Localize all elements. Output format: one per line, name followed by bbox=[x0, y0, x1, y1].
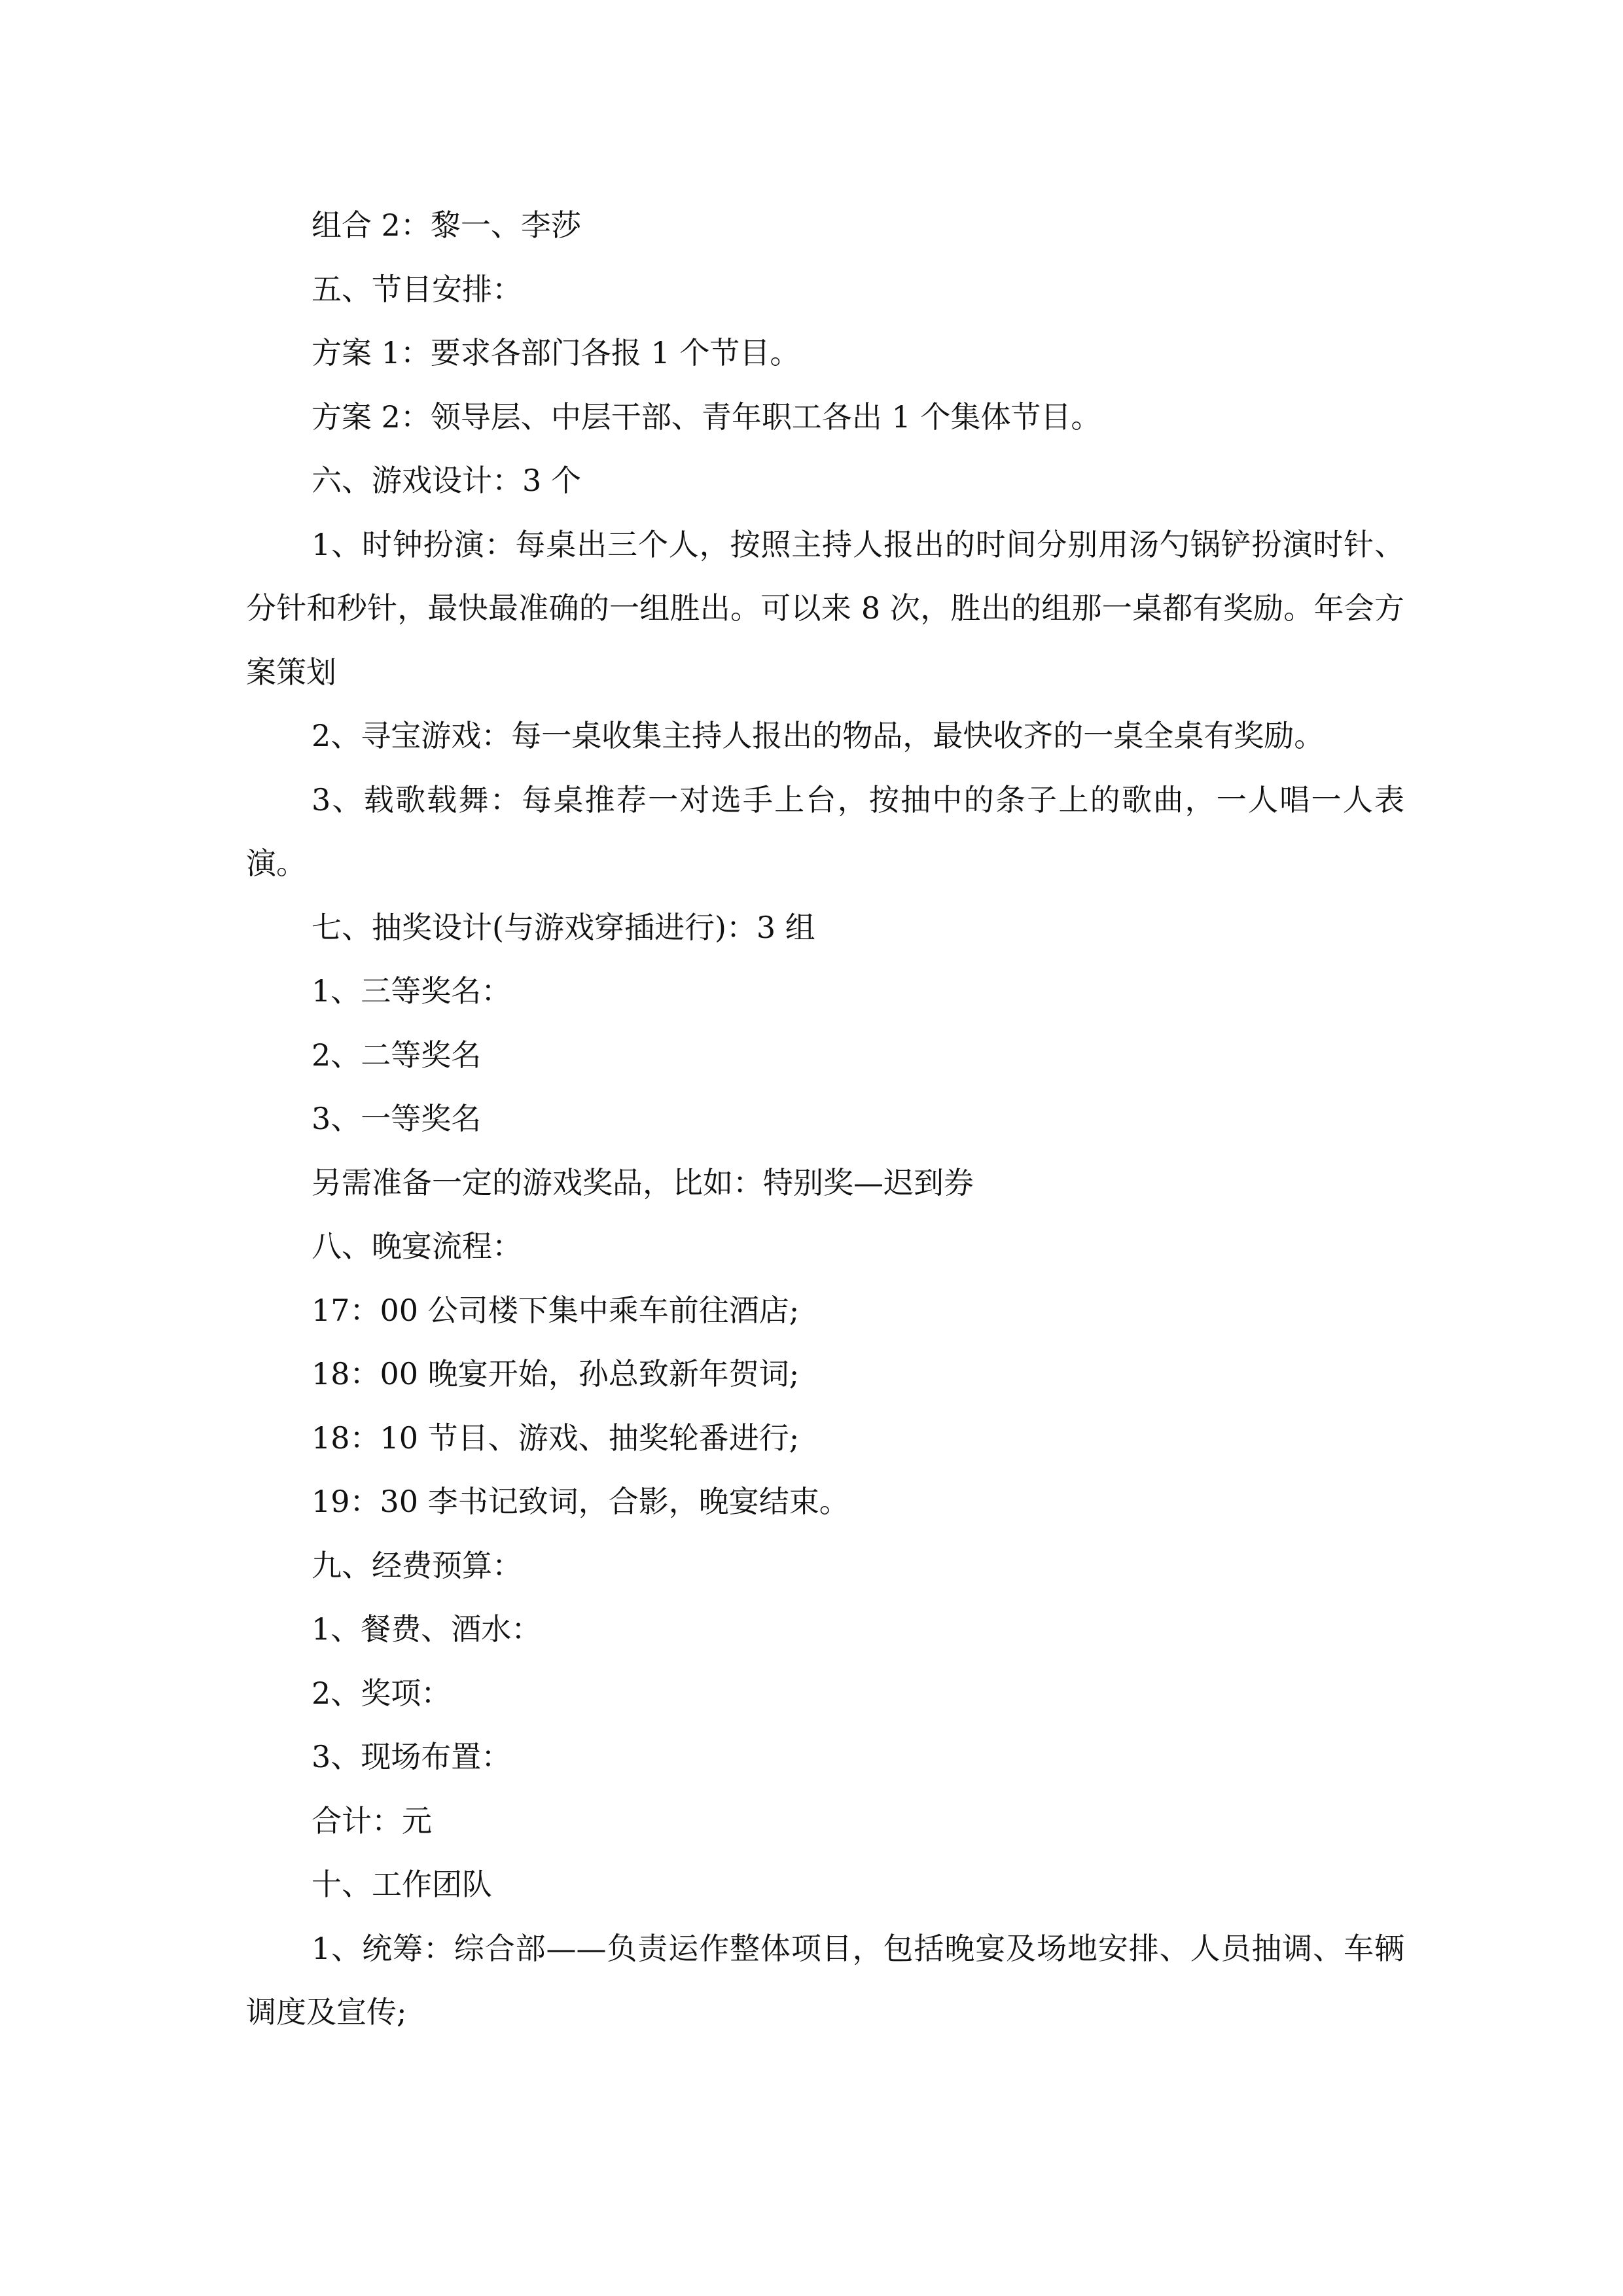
document-body bbox=[246, 194, 1404, 2045]
heading-lottery-design: 七、抽奖设计(与游戏穿插进行)：3 组 bbox=[312, 909, 815, 945]
paragraph-second-prize: 2、二等奖名 bbox=[312, 1037, 482, 1073]
heading-work-team: 十、工作团队 bbox=[312, 1867, 492, 1902]
budget-item-venue: 3、现场布置： bbox=[312, 1739, 512, 1774]
paragraph-third-prize: 1、三等奖名： bbox=[312, 973, 512, 1009]
heading-banquet-flow: 八、晚宴流程： bbox=[312, 1229, 522, 1264]
paragraph-game-treasure: 2、寻宝游戏：每一桌收集主持人报出的物品，最快收齐的一桌全桌有奖励。 bbox=[312, 718, 1325, 753]
heading-program-arrangement: 五、节目安排： bbox=[312, 271, 522, 307]
budget-total: 合计：元 bbox=[312, 1803, 432, 1839]
schedule-item-1700: 17：00 公司楼下集中乘车前往酒店; bbox=[312, 1292, 800, 1328]
schedule-item-1800: 18：00 晚宴开始，孙总致新年贺词; bbox=[312, 1356, 800, 1391]
paragraph-extra-prizes: 另需准备一定的游戏奖品，比如：特别奖—迟到券 bbox=[312, 1164, 974, 1200]
schedule-item-1930: 19：30 李书记致词，合影，晚宴结束。 bbox=[312, 1484, 849, 1519]
paragraph-first-prize: 3、一等奖名 bbox=[312, 1101, 482, 1136]
paragraph-game-clock: 1、时钟扮演：每桌出三个人，按照主持人报出的时间分别用汤勺锅铲扮演时针、分针和秒针，最快最准确的一组胜出。可以来 8 次，胜出的组那一桌都有奖励。年会方案策划 bbox=[246, 526, 1404, 690]
paragraph-game-sing-dance: 3、载歌载舞：每桌推荐一对选手上台，按抽中的条子上的歌曲，一人唱一人表演。 bbox=[246, 781, 1404, 881]
paragraph-plan-2: 方案 2：领导层、中层干部、青年职工各出 1 个集体节目。 bbox=[312, 399, 1101, 435]
heading-budget: 九、经费预算： bbox=[312, 1547, 522, 1583]
budget-item-dining: 1、餐费、酒水： bbox=[312, 1611, 542, 1647]
paragraph-group-2: 组合 2：黎一、李莎 bbox=[312, 207, 581, 243]
schedule-item-1810: 18：10 节目、游戏、抽奖轮番进行; bbox=[312, 1420, 800, 1456]
heading-game-design: 六、游戏设计：3 个 bbox=[312, 463, 581, 498]
budget-item-prizes: 2、奖项： bbox=[312, 1675, 452, 1711]
paragraph-plan-1: 方案 1：要求各部门各报 1 个节目。 bbox=[312, 335, 800, 370]
paragraph-team-coordination: 1、统筹：综合部——负责运作整体项目，包括晚宴及场地安排、人员抽调、车辆调度及宣传; bbox=[246, 1930, 1404, 2030]
